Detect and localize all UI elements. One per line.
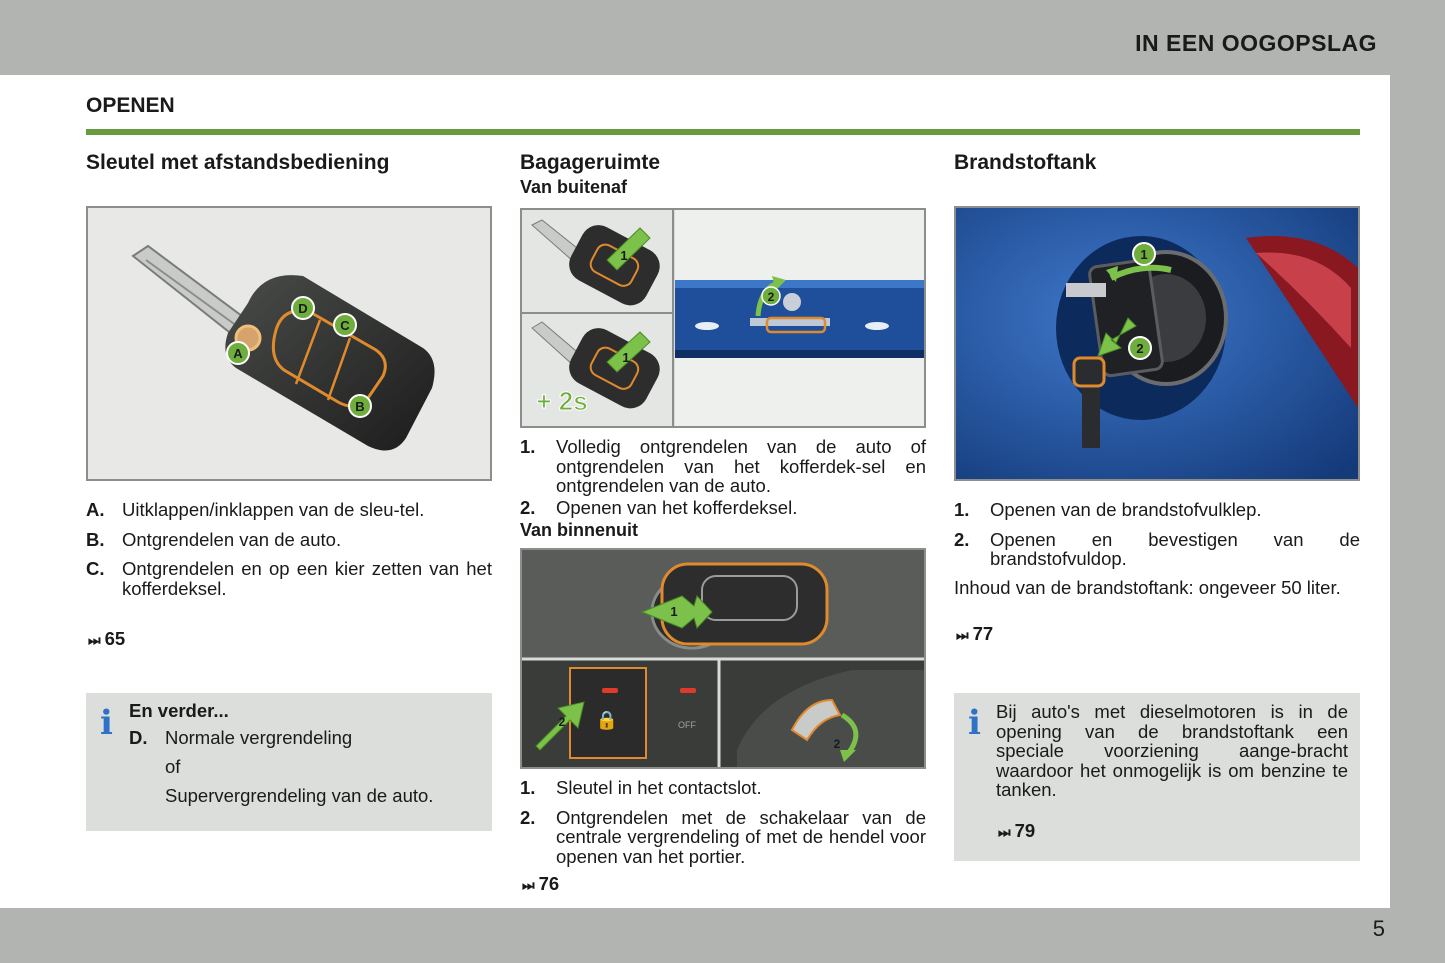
list-item: 2. Ontgrendelen met de schakelaar van de centrale vergrendeling of met de hendel voor openen van het portier. [520, 806, 926, 867]
page-reference-link[interactable]: ⏭ 79 [998, 820, 1036, 841]
trunk-inside-list [520, 778, 926, 876]
info-note-box [954, 693, 1360, 861]
skip-arrow-icon: ⏭ [998, 824, 1011, 840]
note-line: of [165, 756, 181, 777]
footer-bar [0, 908, 1445, 963]
note-line: Supervergrendeling van de auto. [165, 785, 434, 806]
key-label-d: D [298, 301, 308, 316]
skip-arrow-icon: ⏭ [522, 877, 535, 893]
outside-badge-2: 2 [767, 290, 775, 304]
subheading-inside: Van binnenuit [520, 520, 639, 540]
list-item: 1. Volledig ontgrendelen van de auto of ontgrendelen van het kofferdek-sel en ontgrendelen van de auto. [520, 436, 926, 496]
page-reference-link[interactable]: ⏭ 76 [522, 873, 560, 894]
key-label-c: C [340, 318, 350, 333]
list-item: 1. Sleutel in het contactslot. [520, 777, 762, 798]
subheading-outside: Van buitenaf [520, 177, 628, 197]
fuel-badge-1: 1 [1140, 247, 1148, 262]
info-icon: i [968, 703, 981, 743]
lock-icon: 🔒 [595, 710, 619, 731]
page-reference-link[interactable]: ⏭ 77 [956, 623, 994, 644]
section-title: OPENEN [86, 94, 175, 117]
fuel-tank-list [954, 500, 1360, 579]
list-item: 2. Openen en bevestigen van de brandstofvuldop. [954, 528, 1360, 569]
handle-badge-2: 2 [833, 737, 841, 751]
trunk-inside-image [520, 548, 926, 769]
note-key: D. [129, 727, 148, 748]
info-icon: i [100, 703, 113, 743]
key-label-b: B [355, 399, 365, 414]
fuel-tank-image [954, 206, 1360, 481]
header-bar [0, 0, 1445, 75]
heading-trunk: Bagageruimte [520, 151, 661, 174]
skip-arrow-icon: ⏭ [88, 632, 101, 648]
section-divider [86, 129, 1360, 135]
page-number: 5 [1372, 916, 1385, 941]
outside-badge-1b: 1 [622, 350, 630, 365]
list-item: C. Ontgrendelen en op een kier zetten van het kofferdeksel. [86, 558, 492, 599]
heading-fuel-tank: Brandstoftank [954, 151, 1097, 174]
note-line: Normale vergrendeling [165, 727, 353, 748]
off-label: OFF [678, 720, 696, 730]
trunk-outside-image [520, 208, 926, 428]
list-item: 1. Openen van de brandstofvulklep. [954, 499, 1262, 520]
inside-badge-1: 1 [670, 604, 678, 619]
column-fuel-tank [954, 150, 1360, 176]
remote-key-image [86, 206, 492, 481]
key-label-a: A [233, 346, 243, 361]
list-item: 2. Openen van het kofferdeksel. [520, 496, 798, 518]
column-trunk [520, 150, 926, 198]
page-reference-link[interactable]: ⏭ 65 [88, 628, 126, 649]
plus-2s-label: + 2s [536, 386, 588, 416]
inside-badge-2: 2 [558, 715, 566, 729]
column-remote-key [86, 150, 492, 176]
fuel-badge-2: 2 [1136, 341, 1144, 356]
list-item: B. Ontgrendelen van de auto. [86, 528, 342, 550]
trunk-outside-list [520, 437, 926, 519]
remote-key-list [86, 500, 492, 608]
outside-badge-1: 1 [620, 248, 628, 263]
fuel-capacity-text: Inhoud van de brandstoftank: ongeveer 50 liter. [954, 577, 1341, 598]
note-text: Bij auto's met dieselmotoren is in de opening van de brandstoftank een speciale voorziening aange-bracht waardoor het onmogelijk is om benzine te tanken. [996, 701, 1348, 800]
header-title: IN EEN OOGOPSLAG [1135, 30, 1377, 56]
skip-arrow-icon: ⏭ [956, 627, 969, 643]
note-title: En verder... [129, 700, 229, 721]
list-item: A. Uitklappen/inklappen van de sleu-tel. [86, 499, 425, 520]
heading-remote-key: Sleutel met afstandsbediening [86, 151, 390, 174]
info-note-box [86, 693, 492, 831]
